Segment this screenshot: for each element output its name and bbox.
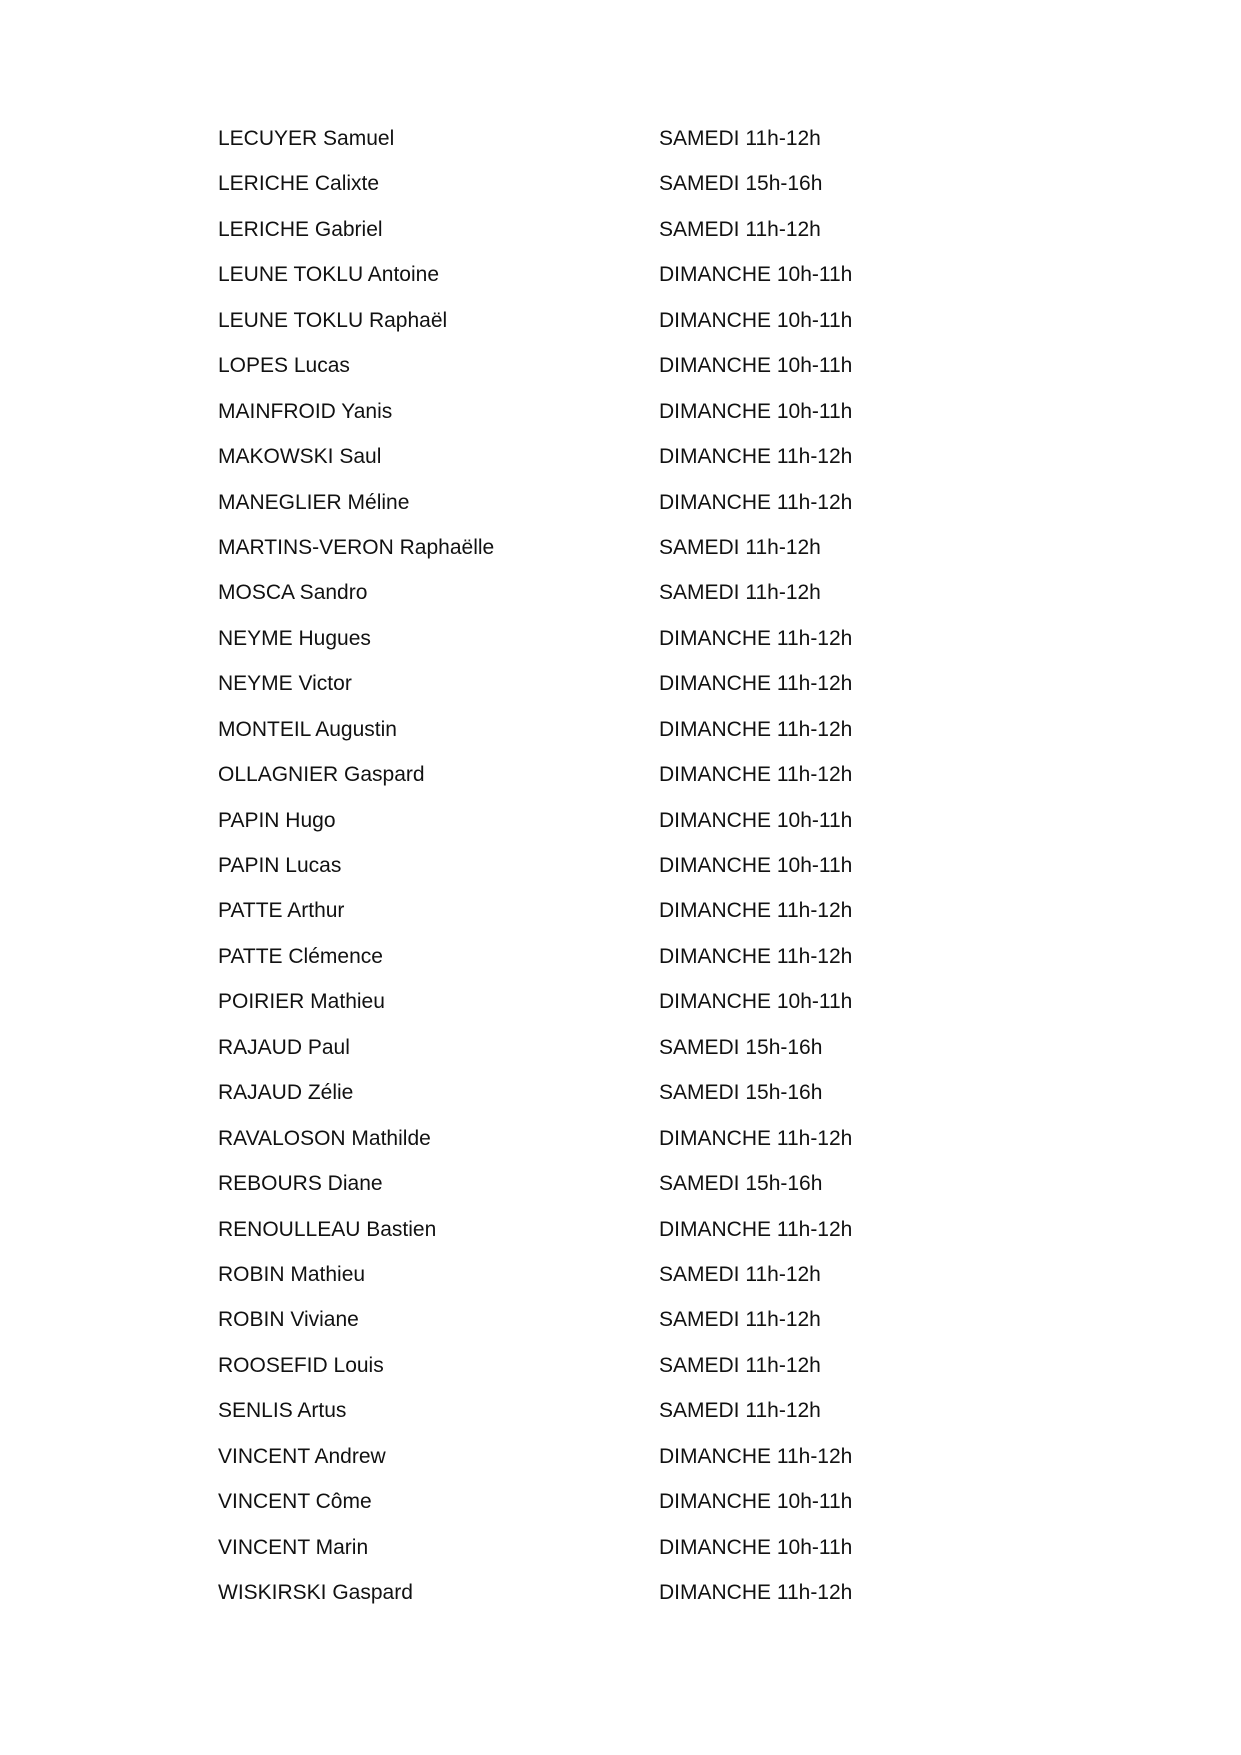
list-item — [218, 580, 978, 625]
list-item — [218, 944, 978, 989]
list-item — [218, 1080, 978, 1125]
list-item — [218, 898, 978, 943]
time-slot: DIMANCHE 11h-12h — [659, 899, 853, 923]
person-name: MAKOWSKI Saul — [218, 445, 382, 469]
person-name: NEYME Victor — [218, 672, 352, 696]
person-name: VINCENT Andrew — [218, 1444, 386, 1468]
person-name: RENOULLEAU Bastien — [218, 1217, 437, 1241]
list-item — [218, 717, 978, 762]
time-slot: DIMANCHE 11h-12h — [659, 944, 853, 968]
time-slot: SAMEDI 11h-12h — [659, 535, 821, 559]
person-name: VINCENT Marin — [218, 1535, 369, 1559]
time-slot: DIMANCHE 11h-12h — [659, 1444, 853, 1468]
list-item — [218, 444, 978, 489]
time-slot: DIMANCHE 11h-12h — [659, 626, 853, 650]
person-name: RAJAUD Zélie — [218, 1081, 354, 1105]
person-name: POIRIER Mathieu — [218, 990, 385, 1014]
person-name: ROBIN Mathieu — [218, 1262, 366, 1286]
list-item — [218, 1353, 978, 1398]
time-slot: DIMANCHE 10h-11h — [659, 399, 853, 423]
person-name: LOPES Lucas — [218, 354, 350, 378]
list-item — [218, 762, 978, 807]
person-name: MAINFROID Yanis — [218, 399, 393, 423]
list-item — [218, 989, 978, 1034]
list-item — [218, 1262, 978, 1307]
time-slot: DIMANCHE 11h-12h — [659, 445, 853, 469]
schedule-list — [218, 126, 978, 1625]
time-slot: SAMEDI 11h-12h — [659, 1399, 821, 1423]
time-slot: DIMANCHE 11h-12h — [659, 1126, 853, 1150]
time-slot: SAMEDI 15h-16h — [659, 1172, 823, 1196]
person-name: MOSCA Sandro — [218, 581, 368, 605]
list-item — [218, 262, 978, 307]
time-slot: DIMANCHE 10h-11h — [659, 1535, 853, 1559]
list-item — [218, 1398, 978, 1443]
list-item — [218, 1171, 978, 1216]
list-item — [218, 671, 978, 716]
time-slot: DIMANCHE 10h-11h — [659, 263, 853, 287]
person-name: LERICHE Calixte — [218, 172, 380, 196]
list-item — [218, 1535, 978, 1580]
time-slot: SAMEDI 11h-12h — [659, 1353, 821, 1377]
list-item — [218, 1126, 978, 1171]
list-item — [218, 490, 978, 535]
list-item — [218, 1444, 978, 1489]
person-name: MANEGLIER Méline — [218, 490, 410, 514]
person-name: LEUNE TOKLU Raphaël — [218, 308, 448, 332]
person-name: LECUYER Samuel — [218, 127, 395, 150]
person-name: OLLAGNIER Gaspard — [218, 763, 425, 787]
person-name: RAJAUD Paul — [218, 1035, 350, 1059]
time-slot: DIMANCHE 11h-12h — [659, 672, 853, 696]
person-name: PATTE Arthur — [218, 899, 345, 923]
list-item — [218, 1217, 978, 1262]
time-slot: DIMANCHE 11h-12h — [659, 490, 853, 514]
list-item — [218, 308, 978, 353]
person-name: REBOURS Diane — [218, 1172, 383, 1196]
list-item — [218, 535, 978, 580]
time-slot: SAMEDI 11h-12h — [659, 217, 821, 241]
list-item — [218, 808, 978, 853]
list-item — [218, 853, 978, 898]
person-name: ROBIN Viviane — [218, 1308, 359, 1332]
list-item — [218, 399, 978, 444]
time-slot: DIMANCHE 10h-11h — [659, 308, 853, 332]
time-slot: DIMANCHE 11h-12h — [659, 763, 853, 787]
list-item — [218, 1489, 978, 1534]
person-name: LEUNE TOKLU Antoine — [218, 263, 440, 287]
time-slot: SAMEDI 11h-12h — [659, 127, 821, 150]
time-slot: DIMANCHE 11h-12h — [659, 1581, 853, 1604]
time-slot: SAMEDI 11h-12h — [659, 1262, 821, 1286]
person-name: MONTEIL Augustin — [218, 717, 397, 741]
time-slot: DIMANCHE 10h-11h — [659, 808, 853, 832]
person-name: VINCENT Côme — [218, 1490, 372, 1514]
list-item — [218, 1307, 978, 1352]
list-item — [218, 626, 978, 671]
person-name: SENLIS Artus — [218, 1399, 347, 1423]
time-slot: SAMEDI 15h-16h — [659, 172, 823, 196]
list-item — [218, 1580, 978, 1625]
person-name: WISKIRSKI Gaspard — [218, 1581, 413, 1604]
person-name: RAVALOSON Mathilde — [218, 1126, 431, 1150]
time-slot: DIMANCHE 10h-11h — [659, 854, 853, 877]
time-slot: SAMEDI 11h-12h — [659, 581, 821, 605]
time-slot: DIMANCHE 10h-11h — [659, 1490, 853, 1514]
time-slot: DIMANCHE 11h-12h — [659, 1217, 853, 1241]
list-item — [218, 171, 978, 216]
time-slot: DIMANCHE 11h-12h — [659, 717, 853, 741]
list-item — [218, 1035, 978, 1080]
list-item — [218, 217, 978, 262]
person-name: ROOSEFID Louis — [218, 1353, 384, 1377]
list-item — [218, 353, 978, 398]
time-slot: SAMEDI 15h-16h — [659, 1081, 823, 1105]
person-name: PATTE Clémence — [218, 944, 383, 968]
time-slot: SAMEDI 11h-12h — [659, 1308, 821, 1332]
person-name: LERICHE Gabriel — [218, 217, 383, 241]
person-name: PAPIN Lucas — [218, 854, 342, 877]
person-name: MARTINS-VERON Raphaëlle — [218, 535, 495, 559]
person-name: PAPIN Hugo — [218, 808, 336, 832]
time-slot: DIMANCHE 10h-11h — [659, 990, 853, 1014]
time-slot: DIMANCHE 10h-11h — [659, 354, 853, 378]
person-name: NEYME Hugues — [218, 626, 371, 650]
time-slot: SAMEDI 15h-16h — [659, 1035, 823, 1059]
list-item — [218, 126, 978, 171]
